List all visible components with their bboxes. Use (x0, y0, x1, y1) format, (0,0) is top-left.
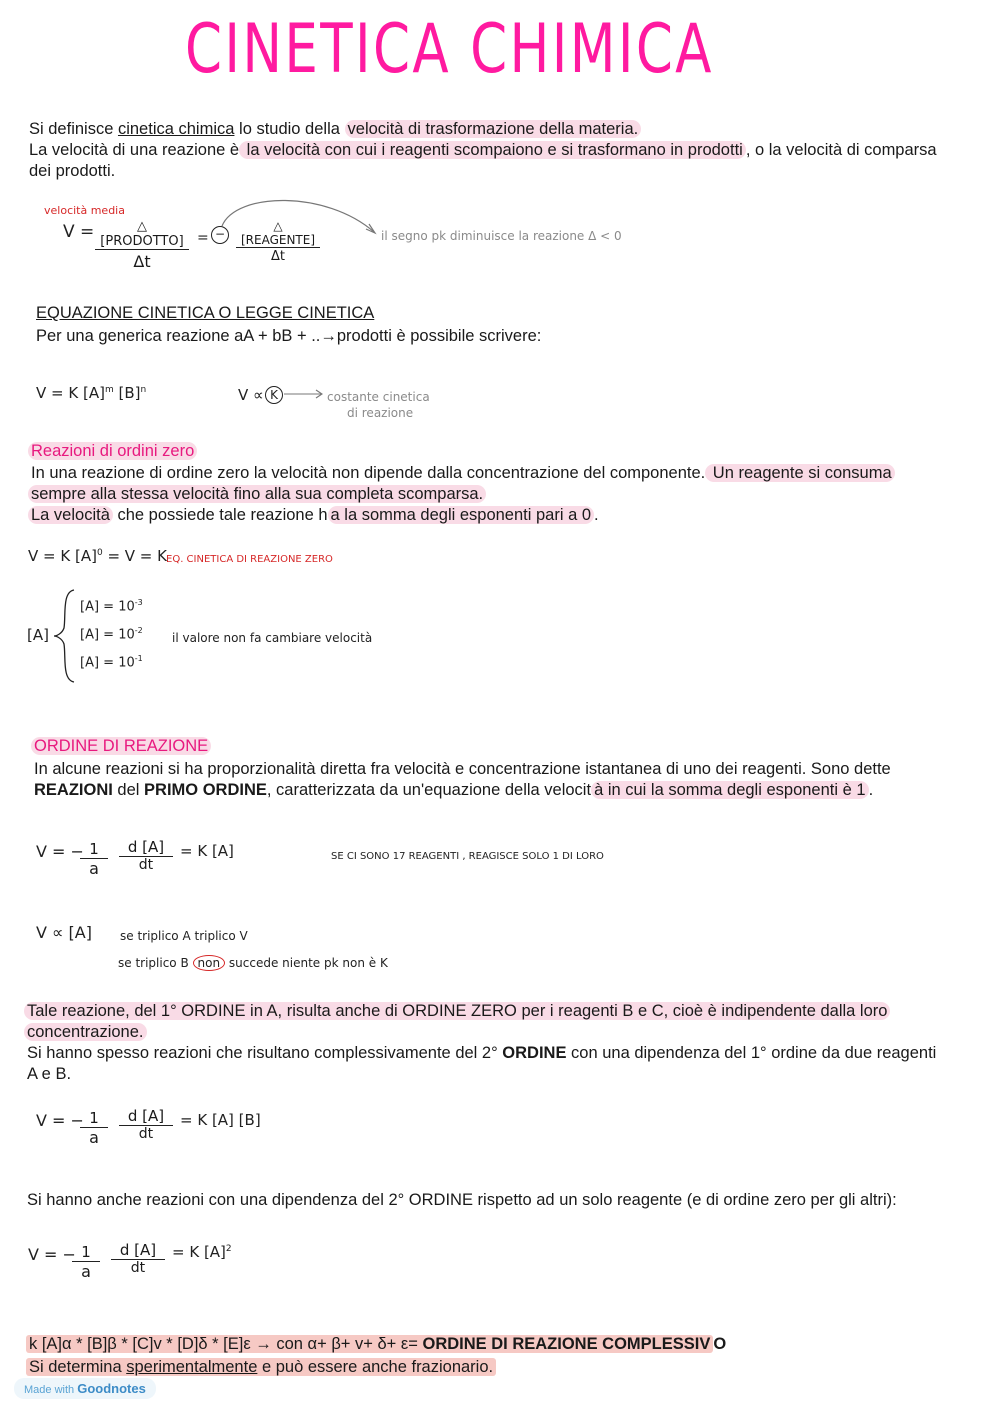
note-di-reazione: di reazione (347, 406, 414, 420)
note-velocita-media: velocità media (44, 204, 125, 217)
highlight: Tale reazione, del 1° ORDINE in A, risulta anche di ORDINE ZERO per i reagenti B e C, cioè è indipendente dalla loro (24, 1002, 890, 1020)
fraction-1-a: $\frac{1}{a}$ (80, 840, 108, 878)
highlight: La velocità (28, 506, 113, 524)
eq-prop-A: V ∝ [A] (36, 923, 92, 942)
arrow-curve (216, 196, 386, 246)
conc-3: $[A] = 10^{-1}$ (80, 654, 143, 671)
note-triplico-A: se triplico A triplico V (120, 929, 248, 943)
intro-line-3: dei prodotti. (29, 162, 116, 180)
eq-legge: V = K $[A]^m$ $[B]^n$ (36, 384, 147, 402)
arrow-right (283, 388, 325, 400)
brace-label: [A] (27, 626, 49, 644)
eq-secondo2-v: V = − (28, 1245, 76, 1264)
note-17-reagenti: SE CI SONO 17 REAGENTI , REAGISCE SOLO 1 DI LORO (331, 851, 604, 862)
secondo-line-5: Si hanno anche reazioni con una dipendenza del 2° ORDINE rispetto ad un solo reagente (e di ordine zero per gli altri): (27, 1191, 897, 1209)
eq-ordine-zero: V = K $[A]^0 = V = K$ (28, 547, 167, 565)
complessivo-line-2 (26, 1357, 496, 1378)
circled-minus: − (211, 226, 229, 244)
primo-line-1: In alcune reazioni si ha proporzionalità diretta fra velocità e concentrazione istantanea di uno dei reagenti. Sono dette (34, 760, 891, 778)
eq-v: V = (63, 222, 95, 242)
eq-equals: = (197, 230, 209, 246)
eq-secondo2-rhs: = K $[A]^2$ (172, 1243, 232, 1261)
fraction-prodotto: △ [PRODOTTO] Δt (95, 219, 189, 271)
eq-secondo-rhs: = K [A] [B] (180, 1111, 261, 1129)
highlight: sempre alla stessa velocità fino alla sua completa scomparsa. (28, 485, 486, 503)
intro-line-1: Si definisce cinetica chimica lo studio della velocità di trasformazione della materia. (29, 119, 641, 140)
fraction-dA-dt: $\frac{d [A]}{dt}$ (111, 1241, 165, 1276)
highlight: velocità di trasformazione della materia. (345, 120, 642, 138)
secondo-line-3: Si hanno spesso reazioni che risultano complessivamente del 2° ORDINE con una dipendenza del 1° ordine da due reagenti (27, 1044, 937, 1062)
note-eq-zero: EQ. CINETICA DI REAZIONE ZERO (166, 554, 333, 565)
fraction-1-a: $\frac{1}{a}$ (80, 1109, 108, 1147)
fraction-1-a: $\frac{1}{a}$ (72, 1243, 100, 1281)
note-valore: il valore non fa cambiare velocità (172, 631, 373, 645)
zero-line-3: La velocità che possiede tale reazione h a la somma degli esponenti pari a 0 . (28, 505, 599, 526)
conc-2: $[A] = 10^{-2}$ (80, 626, 143, 643)
highlight: k [A]α * [B]β * [C]v * [D]δ * [E]ε → con α+ β+ v+ δ+ ε= ORDINE DI REAZIONE COMPLESSIV (26, 1335, 713, 1353)
secondo-line-4: A e B. (27, 1065, 72, 1083)
circled-non: non (193, 955, 226, 971)
fraction-reagente: △ [REAGENTE] Δt (236, 219, 320, 264)
secondo-line-2 (24, 1022, 147, 1043)
zero-line-2 (28, 484, 486, 505)
page-title: CINETICA CHIMICA (185, 10, 714, 89)
highlight: concentrazione. (24, 1023, 147, 1041)
fraction-dA-dt: $\frac{d [A]}{dt}$ (119, 1107, 173, 1142)
conc-1: $[A] = 10^{-3}$ (80, 598, 143, 615)
heading-ordine-reazione: ORDINE DI REAZIONE (31, 736, 211, 757)
secondo-line-1 (24, 1001, 890, 1022)
highlight: à in cui la somma degli esponenti è 1 (591, 781, 869, 799)
eq-primo-v: V = − (36, 842, 84, 861)
primo-line-2: REAZIONI del PRIMO ORDINE, caratterizzata da un'equazione della velocit à in cui la somma degli esponenti è 1 . (34, 781, 874, 799)
highlight: Un reagente si consuma (705, 464, 894, 482)
zero-line-1: In una reazione di ordine zero la velocità non dipende dalla concentrazione del componente. Un reagente si consuma (31, 463, 895, 484)
term-cinetica-chimica: cinetica chimica (117, 120, 235, 138)
heading-legge-cinetica: EQUAZIONE CINETICA O LEGGE CINETICA (36, 304, 375, 322)
note-segno: il segno pk diminuisce la reazione Δ < 0 (381, 229, 622, 243)
circled-k: K (265, 386, 283, 404)
complessivo-line-1: k [A]α * [B]β * [C]v * [D]δ * [E]ε → con α+ β+ v+ δ+ ε= ORDINE DI REAZIONE COMPLESSIV O (26, 1334, 726, 1355)
highlight: la velocità con cui i reagenti scompaiono e si trasformano in prodotti (239, 141, 746, 159)
fraction-dA-dt: $\frac{d [A]}{dt}$ (119, 838, 173, 873)
eq-primo-rhs: = K [A] (180, 842, 234, 860)
highlight: a la somma degli esponenti pari a 0 (328, 506, 595, 524)
intro-line-2: La velocità di una reazione è la velocità con cui i reagenti scompaiono e si trasformano in prodotti , o la velocità di comparsa (29, 141, 937, 159)
eq-secondo-v: V = − (36, 1111, 84, 1130)
highlight: Si determina sperimentalmente e può essere anche frazionario. (26, 1358, 496, 1376)
curly-brace (52, 588, 80, 684)
eq-proporzionale: V ∝ (238, 386, 264, 404)
heading-ordine-zero: Reazioni di ordini zero (28, 441, 197, 462)
note-triplico-B: se triplico B non succede niente pk non è K (118, 956, 388, 970)
legge-text: Per una generica reazione aA + bB + ..→prodotti è possibile scrivere: (36, 327, 542, 345)
goodnotes-watermark: Made with Goodnotes (14, 1378, 156, 1399)
note-costante: costante cinetica (327, 390, 430, 404)
